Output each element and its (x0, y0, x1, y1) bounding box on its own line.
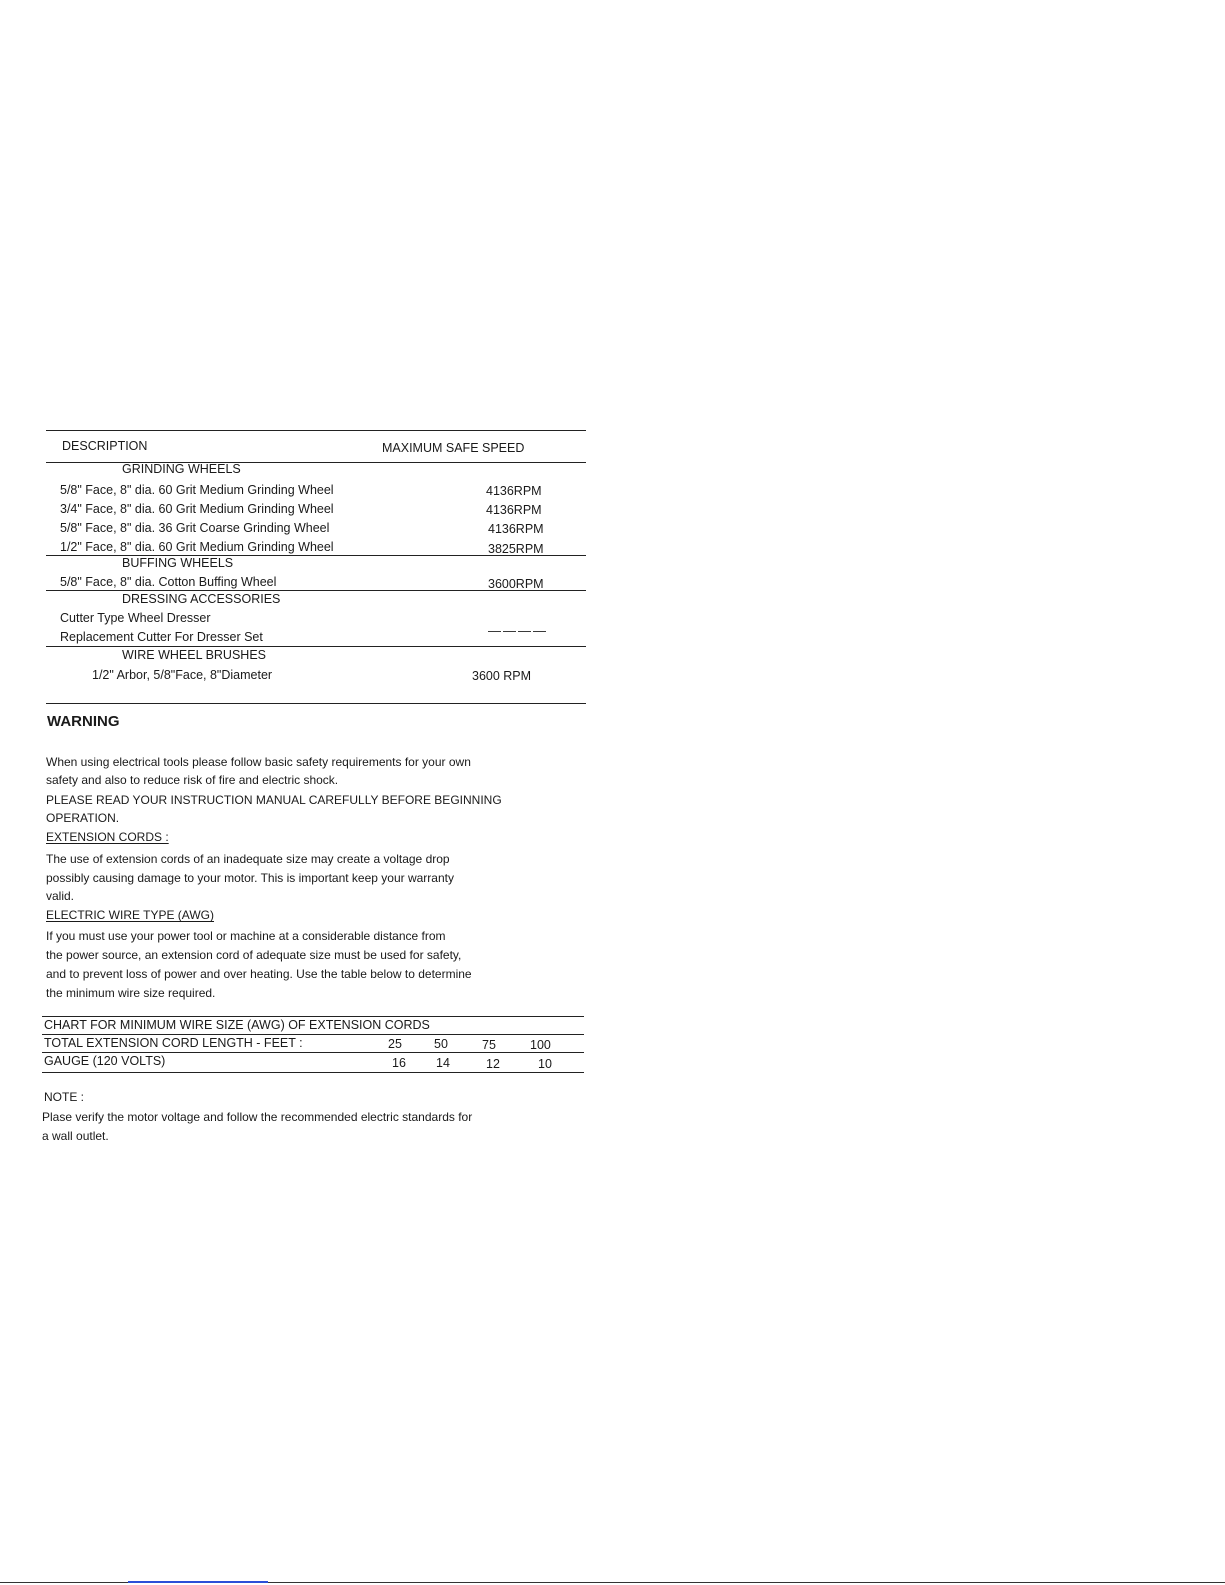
table-row-desc: 5/8" Face, 8" dia. 60 Grit Medium Grinding Wheel (60, 483, 334, 497)
wire-type-heading: ELECTRIC WIRE TYPE (AWG) (46, 908, 215, 922)
table-row-desc: 1/2" Arbor, 5/8"Face, 8"Diameter (92, 668, 273, 682)
section-rule (46, 590, 586, 591)
gauge-value: 14 (436, 1056, 450, 1070)
gauge-value: 10 (538, 1057, 552, 1071)
chart-rule (42, 1034, 584, 1035)
table-row-speed: 4136RPM (486, 484, 542, 498)
gauge-value: 12 (486, 1057, 500, 1071)
table-top-rule (46, 430, 586, 431)
table-row-speed: ———— (488, 623, 548, 638)
length-value: 100 (530, 1038, 551, 1052)
table-row-desc: 1/2" Face, 8" dia. 60 Grit Medium Grinding Wheel (60, 540, 334, 554)
length-value: 25 (388, 1037, 402, 1051)
paragraph-line: When using electrical tools please follow basic safety requirements for your own (46, 755, 471, 769)
note-line: a wall outlet. (42, 1129, 109, 1143)
table-row-desc: Replacement Cutter For Dresser Set (60, 630, 263, 644)
table-row-desc: Cutter Type Wheel Dresser (60, 611, 211, 625)
paragraph-line: and to prevent loss of power and over heating. Use the table below to determine (46, 967, 472, 981)
chart-rule (42, 1052, 584, 1053)
length-value: 75 (482, 1038, 496, 1052)
section-heading-buffing: BUFFING WHEELS (122, 556, 234, 570)
paragraph-line: possibly causing damage to your motor. This is important keep your warranty (46, 871, 454, 885)
page-bottom-accent (128, 1581, 268, 1583)
paragraph-line: the power source, an extension cord of adequate size must be used for safety, (46, 948, 462, 962)
chart-title: CHART FOR MINIMUM WIRE SIZE (AWG) OF EXTENSION CORDS (44, 1018, 430, 1032)
table-row-desc: 5/8" Face, 8" dia. 36 Grit Coarse Grinding Wheel (60, 521, 330, 535)
paragraph-line: valid. (46, 889, 75, 903)
table-row-speed: 4136RPM (488, 522, 544, 536)
table-row-speed: 3600 RPM (472, 669, 532, 683)
chart-top-rule (42, 1016, 584, 1017)
note-line: Plase verify the motor voltage and follow the recommended electric standards for (42, 1110, 473, 1124)
note-label: NOTE : (44, 1090, 85, 1104)
table-row-desc: 3/4" Face, 8" dia. 60 Grit Medium Grinding Wheel (60, 502, 334, 516)
paragraph-line: The use of extension cords of an inadequate size may create a voltage drop (46, 852, 450, 866)
table-row-speed: 3600RPM (488, 577, 544, 591)
gauge-label: GAUGE (120 VOLTS) (44, 1054, 166, 1068)
section-rule (46, 646, 586, 647)
section-heading-dressing: DRESSING ACCESSORIES (122, 592, 281, 606)
warning-title: WARNING (47, 713, 120, 730)
gauge-value: 16 (392, 1056, 406, 1070)
table-row-speed: 3825RPM (488, 542, 544, 556)
paragraph-line: If you must use your power tool or machine at a considerable distance from (46, 929, 446, 943)
table-bottom-rule (46, 703, 586, 704)
length-label: TOTAL EXTENSION CORD LENGTH - FEET : (44, 1036, 303, 1050)
table-row-desc: 5/8" Face, 8" dia. Cotton Buffing Wheel (60, 575, 277, 589)
col-speed-header: MAXIMUM SAFE SPEED (382, 441, 525, 455)
paragraph-line: PLEASE READ YOUR INSTRUCTION MANUAL CAREFULLY BEFORE BEGINNING (46, 793, 502, 807)
chart-bottom-rule (42, 1072, 584, 1073)
col-description-header: DESCRIPTION (62, 439, 148, 453)
paragraph-line: safety and also to reduce risk of fire and electric shock. (46, 773, 339, 787)
section-heading-wire-brushes: WIRE WHEEL BRUSHES (122, 648, 267, 662)
section-heading-grinding: GRINDING WHEELS (122, 462, 241, 476)
table-row-speed: 4136RPM (486, 503, 542, 517)
extension-cords-heading: EXTENSION CORDS : (46, 830, 169, 844)
length-value: 50 (434, 1037, 448, 1051)
paragraph-line: OPERATION. (46, 811, 120, 825)
paragraph-line: the minimum wire size required. (46, 986, 216, 1000)
